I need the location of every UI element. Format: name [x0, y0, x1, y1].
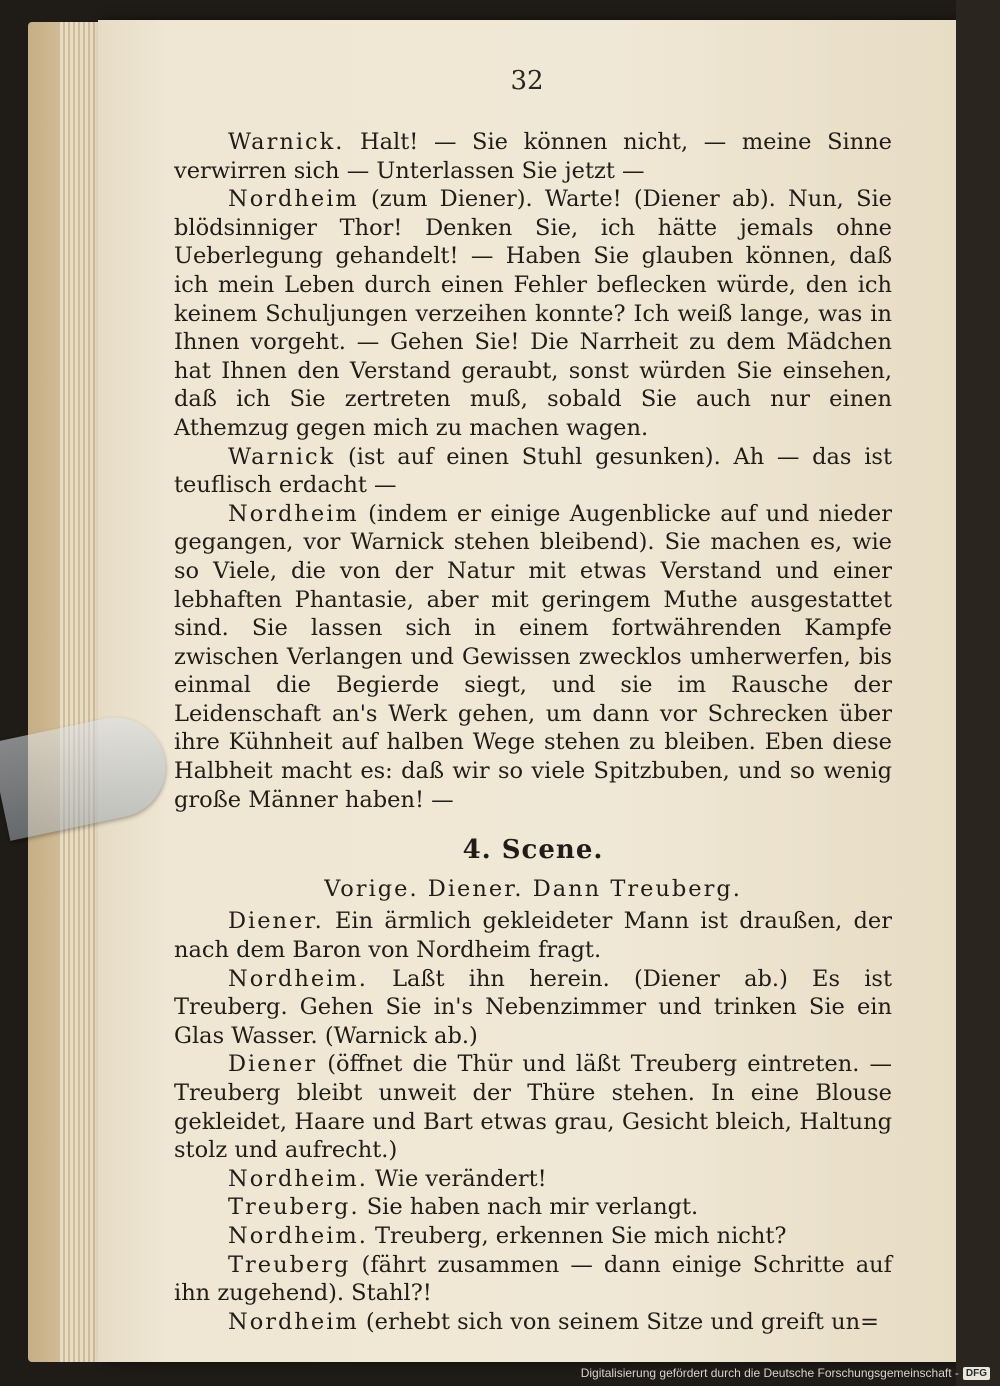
dfg-logo-icon: DFG: [963, 1367, 990, 1380]
speaker-name: Nordheim: [228, 1308, 359, 1335]
cast-line: Vorige. Diener. Dann Treuberg.: [324, 875, 742, 902]
paragraph: [174, 443, 892, 500]
dialogue-text: (erhebt sich von seinem Sitze und greift un=: [358, 1308, 879, 1335]
dialogue-text: (indem er einige Augenblicke auf und nieder gegangen, vor Warnick stehen bleibend). Sie machen es, wie so Viele, die von der Natur mit etwas Verstand und einer lebhaften Phantasie, aber mit geringem Muthe ausgestattet sind. Sie lassen sich in einem fortwährenden Kampfe zwischen Verlangen und Gewissen zwecklos umherwerfen, bis einmal die Begierde siegt, und sie im Rausche der Leidenschaft an's Werk gehen, um dann vor Schrecken über ihre Kühnheit auf halben Wege stehen zu bleiben. Eben diese Halbheit macht es: daß wir so viele Spitzbuben, und so wenig große Männer haben! —: [174, 500, 892, 813]
paragraph: [174, 500, 892, 815]
background-right: [956, 0, 1000, 1386]
paragraph: [174, 1165, 892, 1194]
speaker-name: Nordheim.: [228, 1222, 368, 1249]
dialogue-text: Sie haben nach mir verlangt.: [359, 1194, 699, 1221]
paragraph: [174, 1251, 892, 1308]
dialogue-text: Wie verändert!: [367, 1165, 547, 1192]
footer-text: Digitalisierung gefördert durch die Deutsche Forschungsgemeinschaft -: [580, 1366, 959, 1380]
speaker-name: Treuberg: [228, 1251, 351, 1278]
digitization-footer: [581, 1366, 990, 1380]
speaker-name: Diener.: [228, 908, 324, 935]
paragraph: [174, 907, 892, 964]
page-number: 32: [510, 66, 544, 96]
scene-heading: 4. Scene.: [462, 835, 604, 866]
paragraph: [174, 1193, 892, 1222]
paragraph: [174, 965, 892, 1051]
speaker-name: Nordheim.: [228, 965, 368, 992]
dialogue-text: Laßt ihn herein. (Diener ab.) Es ist Treuberg. Gehen Sie in's Nebenzimmer und trinken Sie ein Glas Wasser. (Warnick ab.): [174, 965, 892, 1049]
dialogue-text: (zum Diener). Warte! (Diener ab). Nun, Sie blödsinniger Thor! Denken Sie, ich hätte jemals ohne Ueberlegung gehandelt! — Haben Sie glauben können, daß ich mein Leben durch einen Fehler beflecken würde, den ich keinem Schuljungen verzeihen konnte? Ich weiß lange, was in Ihnen vorgeht. — Gehen Sie! Die Narrheit zu dem Mädchen hat Ihnen den Verstand geraubt, sonst würden Sie einsehen, daß ich Sie zertreten muß, sobald Sie auch nur einen Athemzug gegen mich zu machen wagen.: [174, 186, 892, 441]
dialogue-text: Halt! — Sie können nicht, — meine Sinne verwirren sich — Unterlassen Sie jetzt —: [174, 129, 892, 184]
speaker-name: Treuberg.: [228, 1194, 360, 1221]
paragraph: [174, 128, 892, 185]
speaker-name: Diener: [228, 1051, 318, 1078]
paragraph: [174, 1222, 892, 1251]
speaker-name: Warnick: [228, 443, 336, 470]
dialogue-text: (fährt zusammen — dann einige Schritte auf ihn zugehend). Stahl?!: [174, 1251, 892, 1307]
dialogue-text: Treuberg, erkennen Sie mich nicht?: [367, 1222, 787, 1249]
speaker-name: Nordheim.: [228, 1165, 368, 1192]
book-page: [98, 20, 956, 1362]
dialogue-text: Ein ärmlich gekleideter Mann ist draußen, der nach dem Baron von Nordheim fragt.: [174, 908, 892, 964]
speaker-name: Nordheim: [228, 500, 359, 527]
dialogue-text: (ist auf einen Stuhl gesunken). Ah — das ist teuflisch erdacht —: [174, 443, 892, 499]
paragraph: [174, 1050, 892, 1164]
paragraph: [174, 185, 892, 442]
page-text: [174, 128, 892, 1336]
page-edges: [60, 22, 100, 1362]
paragraph: [174, 1308, 892, 1337]
speaker-name: Warnick.: [228, 129, 345, 155]
dialogue-text: (öffnet die Thür und läßt Treuberg eintreten. — Treuberg bleibt unweit der Thüre stehen. In eine Blouse gekleidet, Haare und Bart etwas grau, Gesicht bleich, Haltung stolz und aufrecht.): [174, 1051, 892, 1164]
speaker-name: Nordheim: [228, 186, 359, 213]
